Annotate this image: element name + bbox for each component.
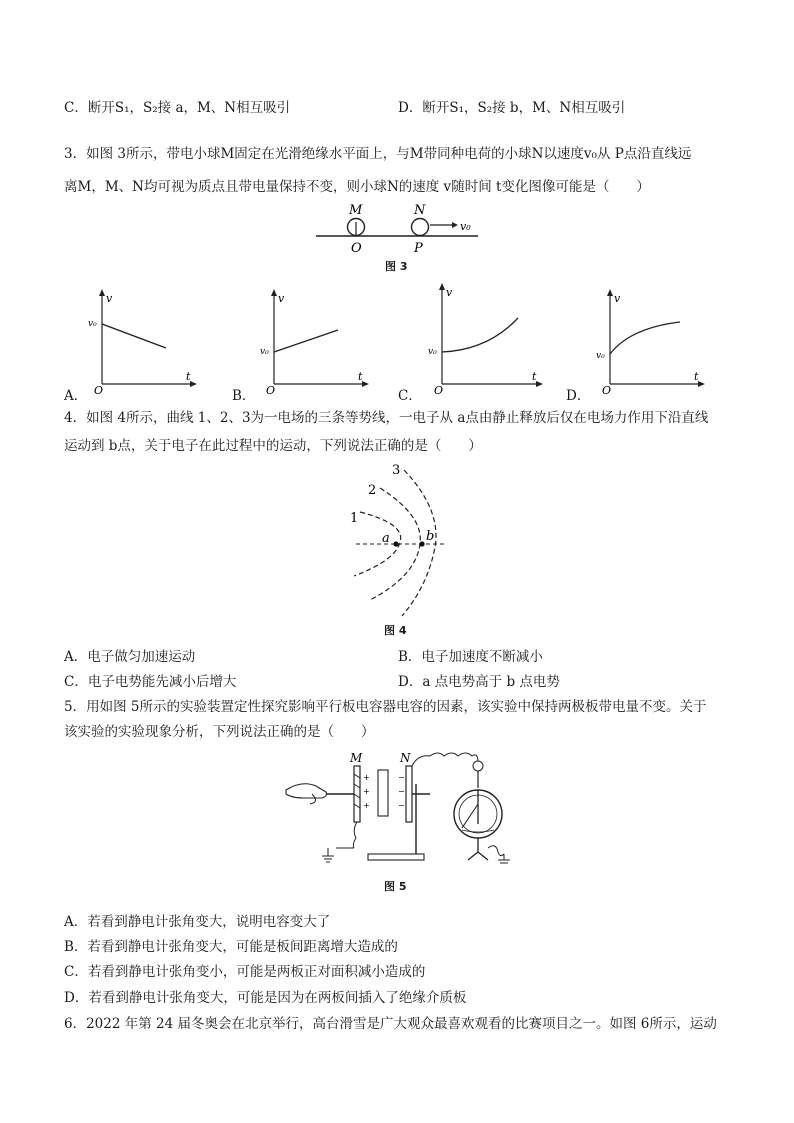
q4-stem-line1: 4．如图 4所示，曲线 1、2、3为一电场的三条等势线，一电子从 a点由静止释放后仅在电场力作用下沿直线 bbox=[64, 410, 709, 426]
q4-stem-line2: 运动到 b点，关于电子在此过程中的运动，下列说法正确的是（ ） bbox=[64, 438, 482, 454]
graph-c-v-label: v bbox=[446, 286, 453, 299]
q3-graph-d bbox=[594, 288, 706, 396]
fig4-label-3: 3 bbox=[392, 463, 401, 478]
q3-graph-a bbox=[86, 288, 198, 396]
graph-d-v-label: v bbox=[614, 292, 621, 305]
graph-b-t-label: t bbox=[358, 370, 363, 383]
q3-option-a: A． bbox=[64, 388, 88, 404]
q3-option-c: C． bbox=[398, 388, 422, 404]
svg-text:−: − bbox=[398, 787, 405, 796]
graph-d-t-label: t bbox=[694, 370, 699, 383]
graph-c-v0-label: v₀ bbox=[428, 347, 437, 357]
figure-3-caption: 图 3 bbox=[385, 260, 408, 273]
figure-5 bbox=[282, 744, 518, 868]
fig3-label-m: M bbox=[349, 203, 363, 218]
q3-option-d: D． bbox=[566, 388, 591, 404]
fig4-label-2: 2 bbox=[368, 483, 377, 498]
q5-option-a: A．若看到静电计张角变大，说明电容变大了 bbox=[64, 914, 331, 930]
q4-option-a: A．电子做匀加速运动 bbox=[64, 649, 196, 665]
q3-graph-b bbox=[258, 288, 370, 396]
figure-3 bbox=[314, 200, 480, 258]
fig3-label-v0: v₀ bbox=[460, 220, 471, 233]
figure-4-caption: 图 4 bbox=[384, 624, 407, 637]
fig4-label-1: 1 bbox=[350, 511, 359, 526]
q3-option-b: B． bbox=[232, 388, 256, 404]
graph-a-t-label: t bbox=[186, 370, 191, 383]
q3-stem-line2: 离M，M、N均可视为质点且带电量保持不变，则小球N的速度 v随时间 t变化图像可能是（ ） bbox=[64, 179, 650, 195]
q5-option-c: C．若看到静电计张角变小，可能是两板正对面积减小造成的 bbox=[64, 964, 426, 980]
graph-d-origin: O bbox=[602, 384, 612, 396]
graph-c-t-label: t bbox=[532, 370, 537, 383]
q2-option-c: C．断开S₁，S₂接 a，M、N相互吸引 bbox=[64, 100, 291, 116]
q4-option-d: D．a 点电势高于 b 点电势 bbox=[398, 674, 560, 690]
figure-4 bbox=[340, 460, 460, 620]
fig5-label-m: M bbox=[350, 751, 363, 765]
graph-b-v0-label: v₀ bbox=[260, 347, 269, 357]
fig3-label-p: P bbox=[414, 241, 423, 256]
hand-icon bbox=[286, 784, 327, 798]
fig4-label-a: a bbox=[382, 531, 390, 546]
graph-a-v-label: v bbox=[106, 292, 113, 305]
q4-option-b: B．电子加速度不断减小 bbox=[398, 649, 543, 665]
svg-text:+: + bbox=[363, 773, 370, 782]
fig3-label-o: O bbox=[351, 241, 362, 256]
svg-text:+: + bbox=[363, 787, 370, 796]
q5-option-d: D．若看到静电计张角变大，可能是因为在两板间插入了绝缘介质板 bbox=[64, 990, 467, 1006]
svg-text:−: − bbox=[398, 801, 405, 810]
graph-c-origin: O bbox=[434, 384, 444, 396]
figure-5-caption: 图 5 bbox=[384, 880, 407, 893]
graph-a-origin: O bbox=[94, 384, 104, 396]
graph-a-v0-label: v₀ bbox=[88, 319, 97, 329]
graph-b-origin: O bbox=[266, 384, 276, 396]
q2-option-d: D．断开S₁，S₂接 b，M、N相互吸引 bbox=[398, 100, 626, 116]
graph-b-v-label: v bbox=[278, 292, 285, 305]
q3-stem-line1: 3．如图 3所示，带电小球M固定在光滑绝缘水平面上，与M带同种电荷的小球N以速度v₀从 P点沿直线远 bbox=[64, 146, 692, 162]
q4-option-c: C．电子电势能先减小后增大 bbox=[64, 674, 237, 690]
fig4-label-b: b bbox=[426, 529, 435, 544]
q5-stem-line1: 5．用如图 5所示的实验装置定性探究影响平行板电容器电容的因素，该实验中保持两极板带电量不变。关于 bbox=[64, 699, 707, 715]
graph-d-v0-label: v₀ bbox=[596, 351, 605, 361]
fig5-label-n: N bbox=[400, 751, 411, 765]
q5-option-b: B．若看到静电计张角变大，可能是板间距离增大造成的 bbox=[64, 939, 398, 955]
q5-stem-line2: 该实验的实验现象分析，下列说法正确的是（ ） bbox=[64, 724, 375, 740]
svg-text:−: − bbox=[398, 773, 405, 782]
svg-text:+: + bbox=[363, 801, 370, 810]
fig3-label-n: N bbox=[414, 203, 426, 218]
q6-stem-line1: 6．2022 年第 24 届冬奥会在北京举行，高台滑雪是广大观众最喜欢观看的比赛项目之一。如图 6所示，运动 bbox=[64, 1016, 717, 1032]
q3-graph-c bbox=[426, 282, 544, 396]
